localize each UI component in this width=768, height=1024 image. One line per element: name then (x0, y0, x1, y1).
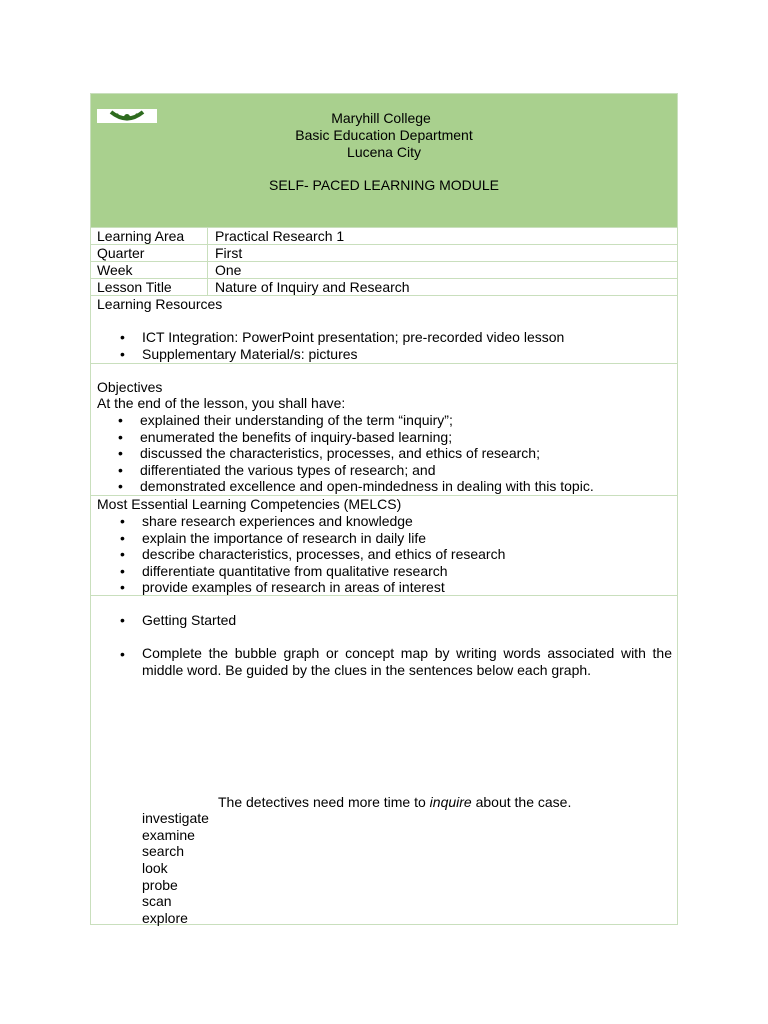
module-document (90, 93, 678, 925)
list-item: explore (142, 910, 188, 926)
list-item: scan (142, 893, 172, 909)
list-item: look (142, 860, 168, 876)
info-row-quarter (91, 244, 677, 261)
info-label: Learning Area (97, 228, 185, 244)
list-item: investigate (142, 810, 209, 826)
learning-resources-section: Learning Resources • ICT Integration: PowerPoint presentation; pre-recorded video lesson • Supplementary Material/s: pictures (91, 295, 677, 363)
module-title: SELF- PACED LEARNING MODULE (268, 177, 499, 193)
school-name: Maryhill College (331, 110, 431, 126)
section-heading: Objectives (97, 379, 163, 395)
bullet-dot: • (120, 646, 125, 662)
department-name: Basic Education Department (295, 127, 473, 143)
info-label: Week (97, 262, 133, 278)
info-value: First (215, 245, 243, 261)
list-item: examine (142, 827, 195, 843)
activity-section: • Getting Started • Complete the bubble graph or concept map by writing words associated with the middle word. Be guided by the clues in the sentences below each graph. The detectives need more time to inquire about the case. investigate examine search look probe scan explore (91, 595, 677, 924)
objectives-intro: At the end of the lesson, you shall have: (97, 395, 346, 411)
activity-instruction: Complete the bubble graph or concept map by writing words associated with the middle word. Be guided by the clues in the sentences below each graph. (142, 645, 672, 678)
melcs-section: Most Essential Learning Competencies (MELCS) • share research experiences and knowledge • explain the importance of research in daily life • describe characteristics, processes, and ethics of research • differentiate quantitative from qualitative research • provide examples of research in areas of interest (91, 495, 677, 595)
info-value: Practical Research 1 (215, 228, 345, 244)
info-value: Nature of Inquiry and Research (215, 279, 410, 295)
section-heading: Learning Resources (97, 296, 223, 312)
module-header (91, 94, 677, 227)
info-label: Quarter (97, 245, 145, 261)
school-logo (97, 109, 157, 123)
info-label: Lesson Title (97, 279, 172, 295)
info-value: One (215, 262, 242, 278)
info-row-lesson-title (91, 278, 677, 295)
clue-keyword: inquire (429, 794, 472, 810)
objectives-section: Objectives At the end of the lesson, you shall have: • explained their understanding of the term “inquiry”; • enumerated the benefits of inquiry-based learning; • discussed the characteristics, processes, and ethics of research; • differentiated the various types of research; and • demonstrated excellence and open-mindedness in dealing with this topic. (91, 363, 677, 495)
info-row-learning-area (91, 227, 677, 244)
clue-sentence: The detectives need more time to inquire about the case. (218, 794, 572, 810)
info-row-week (91, 261, 677, 278)
city-name: Lucena City (347, 144, 421, 160)
list-item: search (142, 843, 185, 859)
list-item: probe (142, 877, 178, 893)
section-heading: Most Essential Learning Competencies (MELCS) (97, 496, 402, 512)
